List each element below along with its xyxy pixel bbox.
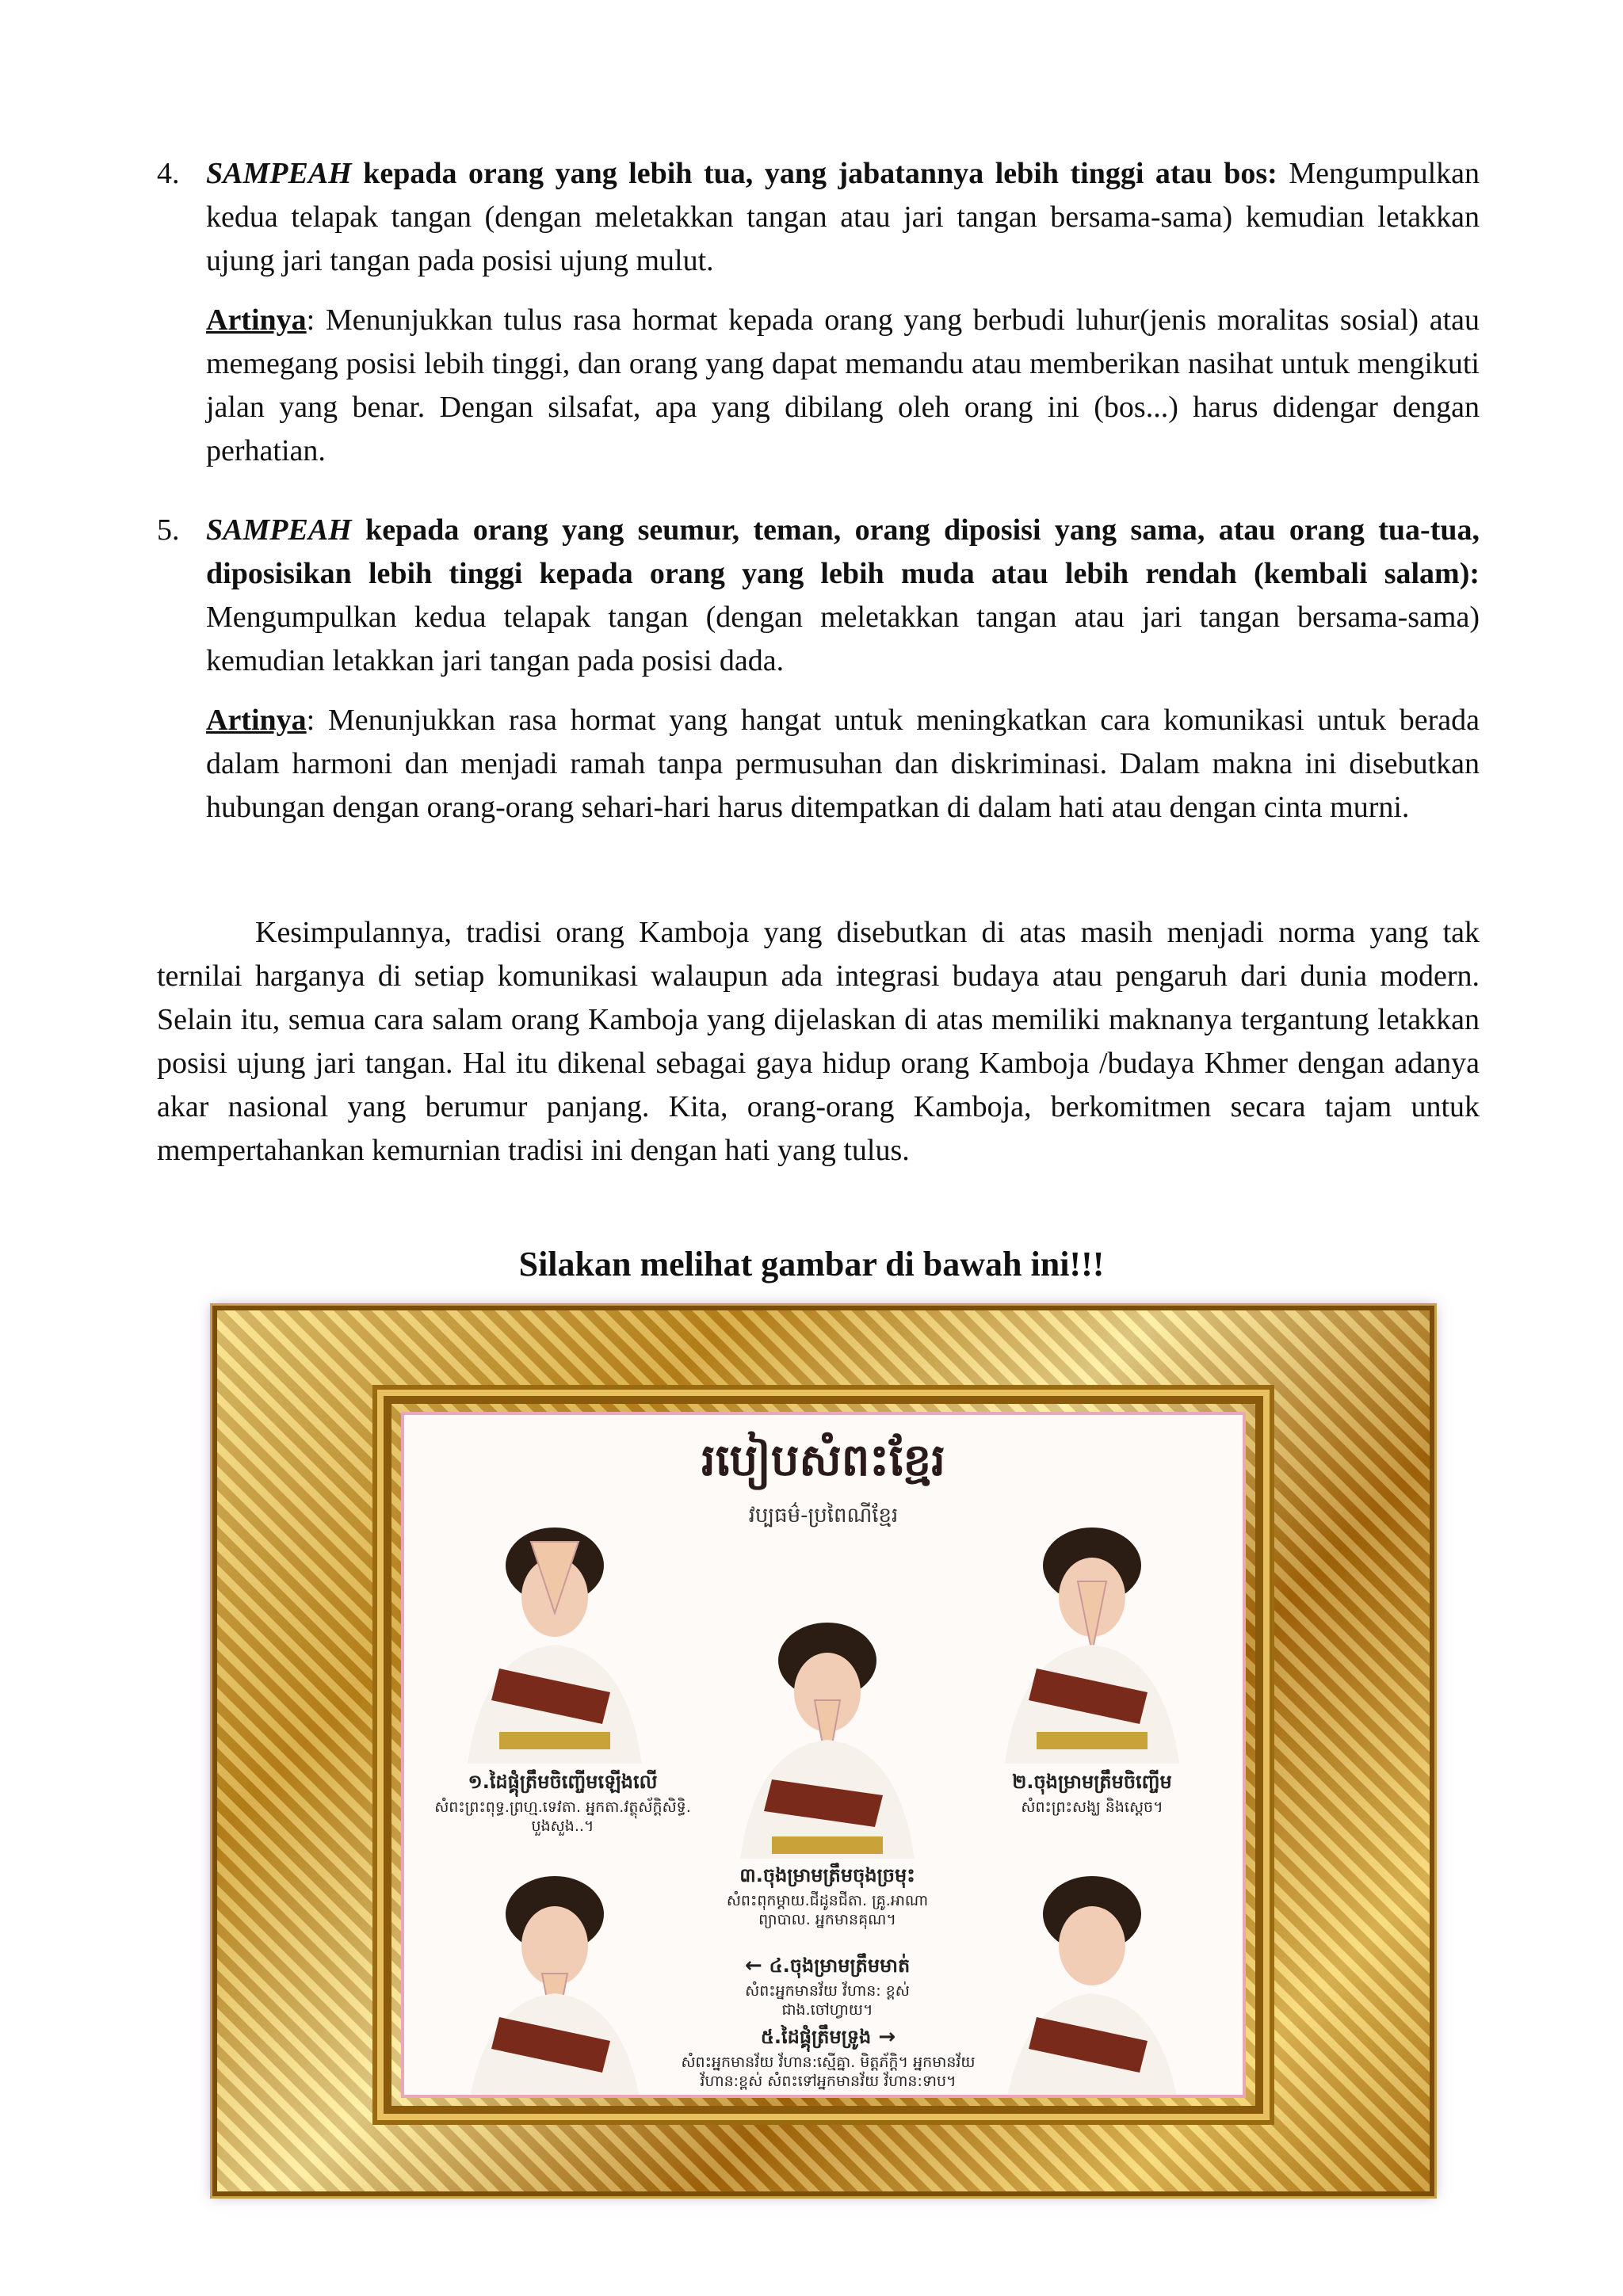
item-heading-text: kepada orang yang lebih tua, yang jabatannya lebih tinggi atau bos: <box>351 157 1277 190</box>
meaning-label: Artinya <box>206 303 307 337</box>
label-title <box>666 2025 991 2053</box>
meaning-text: : Menunjukkan tulus rasa hormat kepada orang yang berbudi luhur(jenis moralitas sosial) atau memegang posisi lebih tinggi, dan orang yang dapat memandu atau memberikan nasihat untuk mengikuti jalan yang benar. Dengan silsafat, apa yang dibilang oleh orang ini (bos...) harus didengar dengan perhatian. <box>206 303 1480 467</box>
item-heading-italic: SAMPEAH <box>206 513 352 547</box>
label-title: ១.ដៃផ្គុំត្រឹមចិញ្ចើមឡើងលើ <box>468 1771 658 1793</box>
label-title <box>708 1954 946 1981</box>
item-paragraph <box>206 509 1480 683</box>
gold-picture-frame <box>212 1306 1434 2196</box>
item-meaning <box>206 699 1480 830</box>
item-heading <box>206 157 1277 190</box>
label-title: ៣.ចុងម្រាមត្រឹមចុងច្រមុះ <box>739 1864 915 1886</box>
arrow-right-icon: → <box>871 2025 896 2049</box>
item-meaning <box>206 299 1480 473</box>
label-desc: សំពះអ្នកមានវ័យ វ័ហាន: ខ្ពស់ជាង.ចៅហ្វាយ។ <box>745 1982 910 2019</box>
label-title-text: ៥.ដៃផ្គុំត្រឹមទ្រូង <box>760 2026 872 2048</box>
label-desc: សំពះព្រះពុទ្ធ.ព្រហ្ម.ទេវតា. អ្នកតា.វត្ថុស័ក្តិសិទ្ធិ. បួងសួង..។ <box>434 1798 691 1835</box>
item-body: Mengumpulkan kedua telapak tangan (dengan meletakkan tangan atau jari tangan bersama-sama) kemudian letakkan ujung jari tangan pada posisi ujung mulut. <box>206 157 1480 277</box>
item-heading-text: kepada orang yang seumur, teman, orang diposisi yang sama, atau orang tua-tua, diposisikan lebih tinggi kepada orang yang lebih muda atau lebih rendah (kembali salam): <box>206 513 1480 590</box>
poster-label-2 <box>965 1770 1219 1817</box>
image-caption: Silakan melihat gambar di bawah ini!!! <box>518 1245 1105 1283</box>
list-item-5 <box>157 509 1480 830</box>
item-heading <box>206 513 1480 590</box>
conclusion-paragraph: Kesimpulannya, tradisi orang Kamboja yang disebutkan di atas masih menjadi norma yang tak ternilai harganya di setiap komunikasi walaupun ada integrasi budaya atau pengaruh dari dunia modern. Selain itu, semua cara salam orang Kamboja yang dijelaskan di atas memiliki maknanya tergantung letakkan posisi ujung jari tangan. Hal itu dikenal sebagai gaya hidup orang Kamboja /budaya Khmer dengan adanya akar nasional yang berumur panjang. Kita, orang-orang Kamboja, berkomitmen secara tajam untuk mempertahankan kemurnian tradisi ini dengan hati yang tulus. <box>157 916 1480 1167</box>
dancer-figure-3 <box>708 1605 946 1859</box>
poster-label-1 <box>420 1770 705 1836</box>
list-item-4 <box>157 152 1480 473</box>
sampeah-poster <box>401 1412 1246 2098</box>
item-heading-italic: SAMPEAH <box>206 157 352 190</box>
arrow-left-icon: ← <box>744 1954 769 1978</box>
item-paragraph <box>206 152 1480 283</box>
label-desc: សំពះអ្នកមានវ័យ វ័ហាន:ស្មើគ្នា. មិត្តភ័ក្តិ។ អ្នកមានវ័យ វ័ហាន:ខ្ពស់ សំពះទៅអ្នកមានវ័យ វ័ហាន:ទាប។ <box>681 2054 976 2090</box>
item-body: Mengumpulkan kedua telapak tangan (dengan meletakkan tangan atau jari tangan bersama-sama) kemudian letakkan jari tangan pada posisi dada. <box>206 601 1480 677</box>
label-desc: សំពះពុកម្ដាយ.ជីដូនជីតា. គ្រូ.អាណាព្យាបាល. អ្នកមានគុណ។ <box>726 1892 929 1928</box>
list-number: 4. <box>157 157 180 190</box>
poster-title: របៀបសំពះខ្មែរ <box>701 1435 945 1486</box>
list-number: 5. <box>157 513 180 547</box>
dancer-figure-2 <box>973 1510 1211 1764</box>
label-title-text: ៤.ចុងម្រាមត្រឹមមាត់ <box>769 1955 911 1977</box>
label-title: ២.ចុងម្រាមត្រឹមចិញ្ចើម <box>1012 1771 1172 1793</box>
poster-label-5 <box>666 2025 991 2091</box>
meaning-label: Artinya <box>206 704 307 737</box>
dancer-figure-4 <box>436 1859 674 2098</box>
meaning-text: : Menunjukkan rasa hormat yang hangat untuk meningkatkan cara komunikasi untuk berada dalam harmoni dan menjadi ramah tanpa permusuhan dan diskriminasi. Dalam makna ini disebutkan hubungan dengan orang-orang sehari-hari harus ditempatkan di dalam hati atau dengan cinta murni. <box>206 704 1480 824</box>
poster-label-3 <box>708 1863 946 1929</box>
dancer-figure-1 <box>436 1510 674 1764</box>
poster-label-4 <box>708 1954 946 2019</box>
dancer-figure-5 <box>973 1859 1211 2098</box>
label-desc: សំពះព្រះសង្ឃ និងស្តេច។ <box>1021 1798 1163 1816</box>
poster-subtitle: វប្បធម៌-ប្រពៃណីខ្មែរ <box>748 1504 899 1527</box>
